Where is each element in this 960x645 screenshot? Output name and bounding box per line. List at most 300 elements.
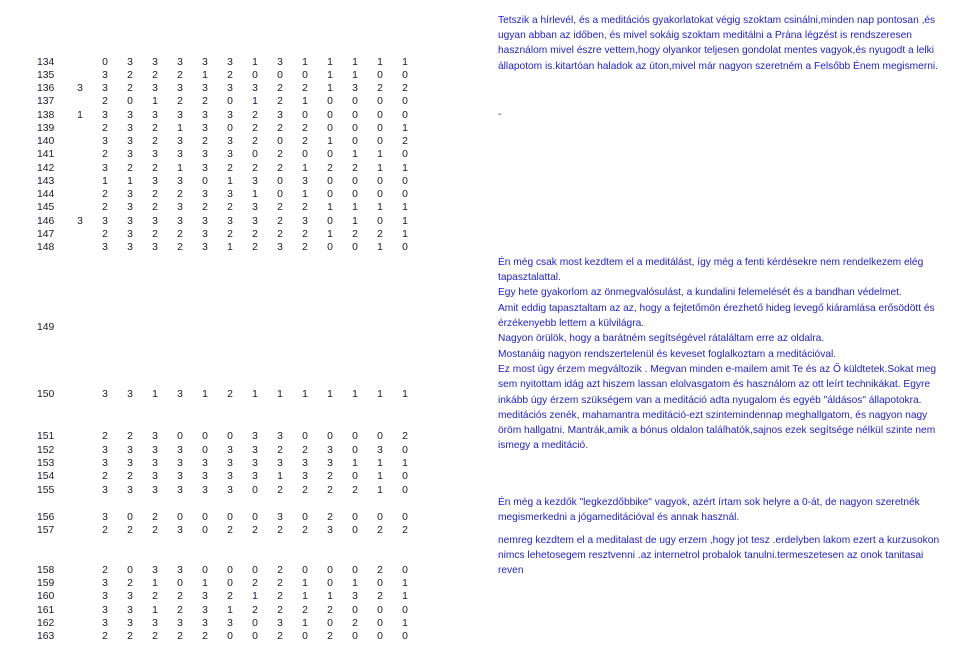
score-cell: 3 bbox=[127, 618, 133, 629]
score-cell: 3 bbox=[127, 485, 133, 496]
score-cell: 2 bbox=[377, 591, 383, 602]
score-cell: 2 bbox=[202, 96, 208, 107]
score-cell: 2 bbox=[277, 123, 283, 134]
score-cell: 3 bbox=[252, 471, 258, 482]
score-cell: 3 bbox=[277, 618, 283, 629]
score-cell: 3 bbox=[302, 458, 308, 469]
score-cell: 0 bbox=[252, 70, 258, 81]
score-cell: 2 bbox=[152, 136, 158, 147]
score-cell: 3 bbox=[127, 202, 133, 213]
score-cell: 2 bbox=[202, 202, 208, 213]
score-cell: 2 bbox=[277, 216, 283, 227]
row-id: 154 bbox=[37, 471, 55, 482]
score-cell: 2 bbox=[352, 229, 358, 240]
score-cell: 3 bbox=[152, 458, 158, 469]
score-cell: 2 bbox=[127, 83, 133, 94]
score-cell: 1 bbox=[327, 229, 333, 240]
score-cell: 3 bbox=[202, 458, 208, 469]
score-cell: 3 bbox=[102, 445, 108, 456]
score-cell: 1 bbox=[252, 189, 258, 200]
score-cell: 1 bbox=[327, 57, 333, 68]
score-cell: 2 bbox=[177, 96, 183, 107]
score-cell: 3 bbox=[227, 110, 233, 121]
score-cell: 2 bbox=[302, 605, 308, 616]
score-cell: 2 bbox=[102, 123, 108, 134]
score-cell: 3 bbox=[202, 110, 208, 121]
score-cell: 3 bbox=[352, 83, 358, 94]
score-cell: 3 bbox=[127, 110, 133, 121]
score-cell: 0 bbox=[377, 189, 383, 200]
score-cell: 2 bbox=[352, 618, 358, 629]
score-cell: 2 bbox=[102, 149, 108, 160]
score-cell: 1 bbox=[302, 618, 308, 629]
row-id: 141 bbox=[37, 149, 55, 160]
score-cell: 0 bbox=[302, 110, 308, 121]
score-cell: 2 bbox=[277, 631, 283, 642]
score-cell: 3 bbox=[227, 189, 233, 200]
row-id: 152 bbox=[37, 445, 55, 456]
score-cell: 2 bbox=[177, 242, 183, 253]
score-cell: 3 bbox=[77, 83, 83, 94]
score-cell: 2 bbox=[152, 591, 158, 602]
score-cell: 0 bbox=[377, 631, 383, 642]
score-cell: 2 bbox=[302, 123, 308, 134]
score-cell: 0 bbox=[252, 618, 258, 629]
score-cell: 2 bbox=[302, 202, 308, 213]
score-cell: 0 bbox=[377, 512, 383, 523]
score-cell: 3 bbox=[352, 591, 358, 602]
score-cell: 0 bbox=[377, 110, 383, 121]
row-id: 144 bbox=[37, 189, 55, 200]
score-cell: 0 bbox=[377, 216, 383, 227]
score-cell: 2 bbox=[277, 605, 283, 616]
score-cell: 0 bbox=[252, 565, 258, 576]
score-cell: 2 bbox=[202, 631, 208, 642]
score-cell: 0 bbox=[127, 96, 133, 107]
score-cell: 3 bbox=[227, 485, 233, 496]
score-cell: 2 bbox=[277, 591, 283, 602]
score-cell: 0 bbox=[227, 631, 233, 642]
comment-paragraph: Ez most úgy érzem megváltozik . Megvan minden e-mailem amit Te és az Ő küldtetek.Sokat meg sem nyitottam idág azt hiszem lassan elolvasgatom és használom az ott leírt technikákat. Egyre inkább úgy érzem szükségem van a meditáció adta nyugalom és egyéb "áldásos" állapotokra. meditációs zenék, mahamantra meditáció-ezt szintemindennap meghallgatom, és nagyon nagy öröm hallgatni. Mantrák,amik a bónus oldalon találhatók,sajnos ezek segítsége nélkül szinte nem ismegy a meditáció. bbox=[498, 364, 937, 452]
score-cell: 1 bbox=[252, 96, 258, 107]
score-cell: 2 bbox=[327, 485, 333, 496]
comment-paragraph: Nagyon örülök, hogy a barátném segítségével rátaláltam erre az oldalra. bbox=[498, 333, 825, 345]
score-cell: 3 bbox=[252, 216, 258, 227]
score-cell: 3 bbox=[227, 83, 233, 94]
score-cell: 1 bbox=[402, 591, 408, 602]
score-cell: 0 bbox=[127, 565, 133, 576]
score-cell: 0 bbox=[227, 578, 233, 589]
score-cell: 3 bbox=[127, 189, 133, 200]
score-cell: 1 bbox=[152, 578, 158, 589]
score-cell: 2 bbox=[252, 110, 258, 121]
score-cell: 3 bbox=[102, 485, 108, 496]
score-cell: 2 bbox=[177, 605, 183, 616]
score-cell: 3 bbox=[177, 176, 183, 187]
score-cell: 1 bbox=[402, 123, 408, 134]
score-cell: 2 bbox=[177, 70, 183, 81]
row-id: 156 bbox=[37, 512, 55, 523]
score-cell: 2 bbox=[302, 136, 308, 147]
score-cell: 3 bbox=[202, 57, 208, 68]
score-cell: 2 bbox=[227, 70, 233, 81]
row-id: 137 bbox=[37, 96, 55, 107]
score-cell: 0 bbox=[327, 431, 333, 442]
score-cell: 0 bbox=[327, 149, 333, 160]
score-cell: 0 bbox=[352, 431, 358, 442]
score-cell: 3 bbox=[227, 149, 233, 160]
score-cell: 0 bbox=[327, 123, 333, 134]
score-cell: 1 bbox=[377, 242, 383, 253]
score-cell: 1 bbox=[377, 202, 383, 213]
score-cell: 2 bbox=[277, 163, 283, 174]
score-cell: 1 bbox=[227, 242, 233, 253]
row-id: 151 bbox=[37, 431, 55, 442]
score-cell: 1 bbox=[402, 389, 408, 400]
score-cell: 2 bbox=[302, 242, 308, 253]
score-cell: 0 bbox=[352, 176, 358, 187]
score-cell: 1 bbox=[327, 136, 333, 147]
score-cell: 3 bbox=[127, 123, 133, 134]
score-cell: 2 bbox=[252, 605, 258, 616]
score-cell: 2 bbox=[102, 202, 108, 213]
score-cell: 2 bbox=[102, 431, 108, 442]
score-cell: 1 bbox=[377, 485, 383, 496]
comment-158 bbox=[498, 533, 950, 579]
score-cell: 1 bbox=[302, 578, 308, 589]
score-cell: 0 bbox=[202, 565, 208, 576]
score-cell: 0 bbox=[352, 242, 358, 253]
score-cell: 3 bbox=[327, 458, 333, 469]
score-cell: 0 bbox=[352, 605, 358, 616]
score-cell: 2 bbox=[402, 83, 408, 94]
comment-paragraph: Én még csak most kezdtem el a meditálást, így még a fenti kérdésekre nem rendelkezem elég tapasztalattal. bbox=[498, 257, 924, 284]
score-cell: 0 bbox=[252, 485, 258, 496]
score-cell: 0 bbox=[327, 176, 333, 187]
score-cell: 2 bbox=[352, 485, 358, 496]
score-cell: 3 bbox=[77, 216, 83, 227]
score-cell: 1 bbox=[252, 57, 258, 68]
score-cell: 3 bbox=[177, 216, 183, 227]
score-cell: 2 bbox=[152, 202, 158, 213]
score-cell: 1 bbox=[377, 149, 383, 160]
score-cell: 3 bbox=[102, 242, 108, 253]
score-cell: 2 bbox=[127, 431, 133, 442]
score-cell: 2 bbox=[152, 189, 158, 200]
score-cell: 3 bbox=[202, 242, 208, 253]
score-cell: 1 bbox=[277, 471, 283, 482]
score-cell: 3 bbox=[152, 57, 158, 68]
score-cell: 0 bbox=[302, 70, 308, 81]
score-cell: 1 bbox=[352, 202, 358, 213]
score-cell: 1 bbox=[352, 578, 358, 589]
score-cell: 2 bbox=[227, 525, 233, 536]
score-cell: 1 bbox=[377, 458, 383, 469]
score-cell: 2 bbox=[227, 163, 233, 174]
score-cell: 3 bbox=[277, 57, 283, 68]
score-cell: 2 bbox=[377, 229, 383, 240]
score-cell: 2 bbox=[127, 631, 133, 642]
score-cell: 3 bbox=[202, 591, 208, 602]
score-cell: 3 bbox=[202, 229, 208, 240]
score-cell: 1 bbox=[202, 70, 208, 81]
score-cell: 0 bbox=[127, 512, 133, 523]
score-cell: 3 bbox=[202, 471, 208, 482]
score-cell: 0 bbox=[327, 189, 333, 200]
score-cell: 3 bbox=[277, 458, 283, 469]
score-cell: 2 bbox=[127, 471, 133, 482]
score-cell: 2 bbox=[177, 189, 183, 200]
score-cell: 3 bbox=[327, 445, 333, 456]
score-cell: 3 bbox=[152, 471, 158, 482]
score-cell: 0 bbox=[327, 578, 333, 589]
score-cell: 2 bbox=[252, 136, 258, 147]
score-cell: 2 bbox=[302, 445, 308, 456]
comment-149 bbox=[498, 255, 950, 346]
score-cell: 3 bbox=[127, 591, 133, 602]
score-cell: 2 bbox=[277, 149, 283, 160]
score-cell: 0 bbox=[377, 96, 383, 107]
row-id: 147 bbox=[37, 229, 55, 240]
score-cell: 1 bbox=[352, 70, 358, 81]
score-cell: 2 bbox=[277, 525, 283, 536]
score-cell: 1 bbox=[402, 458, 408, 469]
score-cell: 3 bbox=[277, 431, 283, 442]
comment-134 bbox=[498, 13, 950, 74]
score-cell: 2 bbox=[352, 163, 358, 174]
score-cell: 3 bbox=[152, 110, 158, 121]
score-cell: 1 bbox=[77, 110, 83, 121]
score-cell: 1 bbox=[327, 591, 333, 602]
score-cell: 2 bbox=[377, 525, 383, 536]
score-cell: 3 bbox=[177, 83, 183, 94]
score-cell: 3 bbox=[202, 485, 208, 496]
score-cell: 3 bbox=[202, 216, 208, 227]
score-cell: 2 bbox=[102, 525, 108, 536]
score-cell: 2 bbox=[377, 565, 383, 576]
score-cell: 1 bbox=[377, 471, 383, 482]
score-cell: 3 bbox=[152, 216, 158, 227]
score-cell: 2 bbox=[102, 565, 108, 576]
score-cell: 2 bbox=[252, 242, 258, 253]
score-cell: 2 bbox=[127, 578, 133, 589]
score-cell: 2 bbox=[402, 136, 408, 147]
score-cell: 0 bbox=[227, 565, 233, 576]
score-cell: 3 bbox=[202, 605, 208, 616]
score-cell: 2 bbox=[202, 136, 208, 147]
score-cell: 3 bbox=[177, 525, 183, 536]
comment-paragraph: Tetszik a hírlevél, és a meditációs gyakorlatokat végig szoktam csinálni,minden nap pontosan ,és ugyan abban az időben, és mivel sokáig szoktam meditálni a Prána légzést is rendszeresen használom mivel észre vettem,hogy olyankor teljesen gondolat mentes vagyok,és nyugodt a lelki állapotom is.kitartóan haladok az úton,mivel már nagyon szeretném a Felsőbb Énem megismerni. bbox=[498, 15, 938, 72]
score-cell: 1 bbox=[302, 163, 308, 174]
score-cell: 0 bbox=[402, 242, 408, 253]
score-cell: 2 bbox=[302, 83, 308, 94]
score-cell: 3 bbox=[202, 618, 208, 629]
score-cell: 0 bbox=[402, 110, 408, 121]
score-cell: 0 bbox=[352, 512, 358, 523]
score-cell: 3 bbox=[227, 471, 233, 482]
score-cell: 0 bbox=[252, 631, 258, 642]
score-cell: 3 bbox=[202, 123, 208, 134]
score-cell: 3 bbox=[127, 605, 133, 616]
score-cell: 0 bbox=[402, 189, 408, 200]
score-cell: 3 bbox=[102, 512, 108, 523]
score-cell: 3 bbox=[177, 149, 183, 160]
score-cell: 2 bbox=[277, 578, 283, 589]
row-id: 146 bbox=[37, 216, 55, 227]
score-cell: 0 bbox=[202, 445, 208, 456]
score-cell: 3 bbox=[102, 70, 108, 81]
score-cell: 3 bbox=[152, 149, 158, 160]
score-cell: 1 bbox=[327, 70, 333, 81]
score-cell: 0 bbox=[252, 149, 258, 160]
score-cell: 3 bbox=[152, 176, 158, 187]
score-cell: 3 bbox=[377, 445, 383, 456]
row-id: 159 bbox=[37, 578, 55, 589]
score-cell: 2 bbox=[177, 631, 183, 642]
score-cell: 3 bbox=[152, 618, 158, 629]
row-id: 145 bbox=[37, 202, 55, 213]
score-cell: 3 bbox=[177, 136, 183, 147]
row-id: 134 bbox=[37, 57, 55, 68]
score-cell: 2 bbox=[327, 605, 333, 616]
row-id: 148 bbox=[37, 242, 55, 253]
score-cell: 3 bbox=[152, 445, 158, 456]
score-cell: 1 bbox=[302, 591, 308, 602]
score-cell: 3 bbox=[302, 176, 308, 187]
row-id: 138 bbox=[37, 110, 55, 121]
row-id: 135 bbox=[37, 70, 55, 81]
score-cell: 3 bbox=[102, 136, 108, 147]
score-cell: 0 bbox=[327, 565, 333, 576]
score-cell: 1 bbox=[352, 216, 358, 227]
score-cell: 3 bbox=[127, 458, 133, 469]
score-cell: 3 bbox=[177, 445, 183, 456]
score-cell: 0 bbox=[302, 631, 308, 642]
score-cell: 1 bbox=[402, 216, 408, 227]
score-cell: 0 bbox=[177, 578, 183, 589]
score-cell: 2 bbox=[127, 163, 133, 174]
score-cell: 2 bbox=[102, 189, 108, 200]
score-cell: 3 bbox=[277, 512, 283, 523]
score-cell: 0 bbox=[402, 512, 408, 523]
score-cell: 3 bbox=[177, 565, 183, 576]
score-cell: 2 bbox=[402, 525, 408, 536]
score-cell: 2 bbox=[377, 83, 383, 94]
score-cell: 2 bbox=[277, 83, 283, 94]
score-cell: 0 bbox=[377, 70, 383, 81]
score-cell: 3 bbox=[202, 163, 208, 174]
score-cell: 2 bbox=[227, 591, 233, 602]
score-cell: 0 bbox=[352, 123, 358, 134]
score-cell: 3 bbox=[227, 216, 233, 227]
row-id: 160 bbox=[37, 591, 55, 602]
score-cell: 2 bbox=[152, 525, 158, 536]
score-cell: 0 bbox=[277, 176, 283, 187]
score-cell: 3 bbox=[302, 216, 308, 227]
score-cell: 3 bbox=[227, 458, 233, 469]
score-cell: 2 bbox=[252, 525, 258, 536]
score-cell: 1 bbox=[302, 96, 308, 107]
score-cell: 1 bbox=[202, 578, 208, 589]
score-cell: 0 bbox=[277, 189, 283, 200]
score-cell: 2 bbox=[252, 163, 258, 174]
score-cell: 2 bbox=[302, 525, 308, 536]
score-cell: 3 bbox=[202, 83, 208, 94]
score-cell: 3 bbox=[152, 83, 158, 94]
score-cell: 2 bbox=[152, 631, 158, 642]
score-cell: 3 bbox=[102, 458, 108, 469]
score-cell: 3 bbox=[102, 591, 108, 602]
score-cell: 0 bbox=[402, 471, 408, 482]
score-cell: 1 bbox=[327, 389, 333, 400]
score-cell: 3 bbox=[227, 136, 233, 147]
score-cell: 0 bbox=[302, 512, 308, 523]
score-cell: 0 bbox=[327, 110, 333, 121]
score-cell: 1 bbox=[402, 163, 408, 174]
score-cell: 3 bbox=[102, 618, 108, 629]
score-cell: 1 bbox=[152, 96, 158, 107]
score-cell: 0 bbox=[402, 485, 408, 496]
score-cell: 1 bbox=[377, 57, 383, 68]
score-cell: 1 bbox=[327, 83, 333, 94]
score-cell: 0 bbox=[352, 565, 358, 576]
score-cell: 1 bbox=[402, 618, 408, 629]
score-cell: 2 bbox=[227, 389, 233, 400]
score-cell: 1 bbox=[252, 389, 258, 400]
score-cell: 0 bbox=[402, 96, 408, 107]
score-cell: 2 bbox=[102, 229, 108, 240]
score-cell: 2 bbox=[177, 229, 183, 240]
score-cell: 3 bbox=[227, 57, 233, 68]
score-cell: 0 bbox=[302, 565, 308, 576]
score-cell: 0 bbox=[277, 136, 283, 147]
score-cell: 3 bbox=[252, 176, 258, 187]
score-cell: 0 bbox=[227, 123, 233, 134]
row-id: 153 bbox=[37, 458, 55, 469]
score-cell: 2 bbox=[402, 431, 408, 442]
score-cell: 0 bbox=[302, 149, 308, 160]
score-cell: 3 bbox=[102, 216, 108, 227]
score-cell: 3 bbox=[327, 525, 333, 536]
score-cell: 3 bbox=[227, 445, 233, 456]
score-cell: 2 bbox=[277, 565, 283, 576]
score-cell: 3 bbox=[102, 110, 108, 121]
score-cell: 3 bbox=[127, 445, 133, 456]
score-cell: 3 bbox=[177, 202, 183, 213]
score-cell: 1 bbox=[227, 176, 233, 187]
row-id: 163 bbox=[37, 631, 55, 642]
score-cell: 0 bbox=[227, 431, 233, 442]
row-id: 161 bbox=[37, 605, 55, 616]
score-cell: 0 bbox=[327, 216, 333, 227]
score-cell: 0 bbox=[227, 96, 233, 107]
score-cell: 3 bbox=[152, 485, 158, 496]
score-cell: 3 bbox=[127, 229, 133, 240]
row-id: 162 bbox=[37, 618, 55, 629]
row-id: 142 bbox=[37, 163, 55, 174]
score-cell: 0 bbox=[377, 123, 383, 134]
score-cell: 2 bbox=[327, 631, 333, 642]
score-cell: 3 bbox=[302, 471, 308, 482]
score-cell: 1 bbox=[152, 389, 158, 400]
score-cell: 3 bbox=[127, 242, 133, 253]
score-cell: 0 bbox=[402, 445, 408, 456]
score-cell: 0 bbox=[302, 431, 308, 442]
score-cell: 2 bbox=[102, 96, 108, 107]
score-cell: 2 bbox=[327, 512, 333, 523]
score-cell: 1 bbox=[152, 605, 158, 616]
row-id: 150 bbox=[37, 389, 55, 400]
